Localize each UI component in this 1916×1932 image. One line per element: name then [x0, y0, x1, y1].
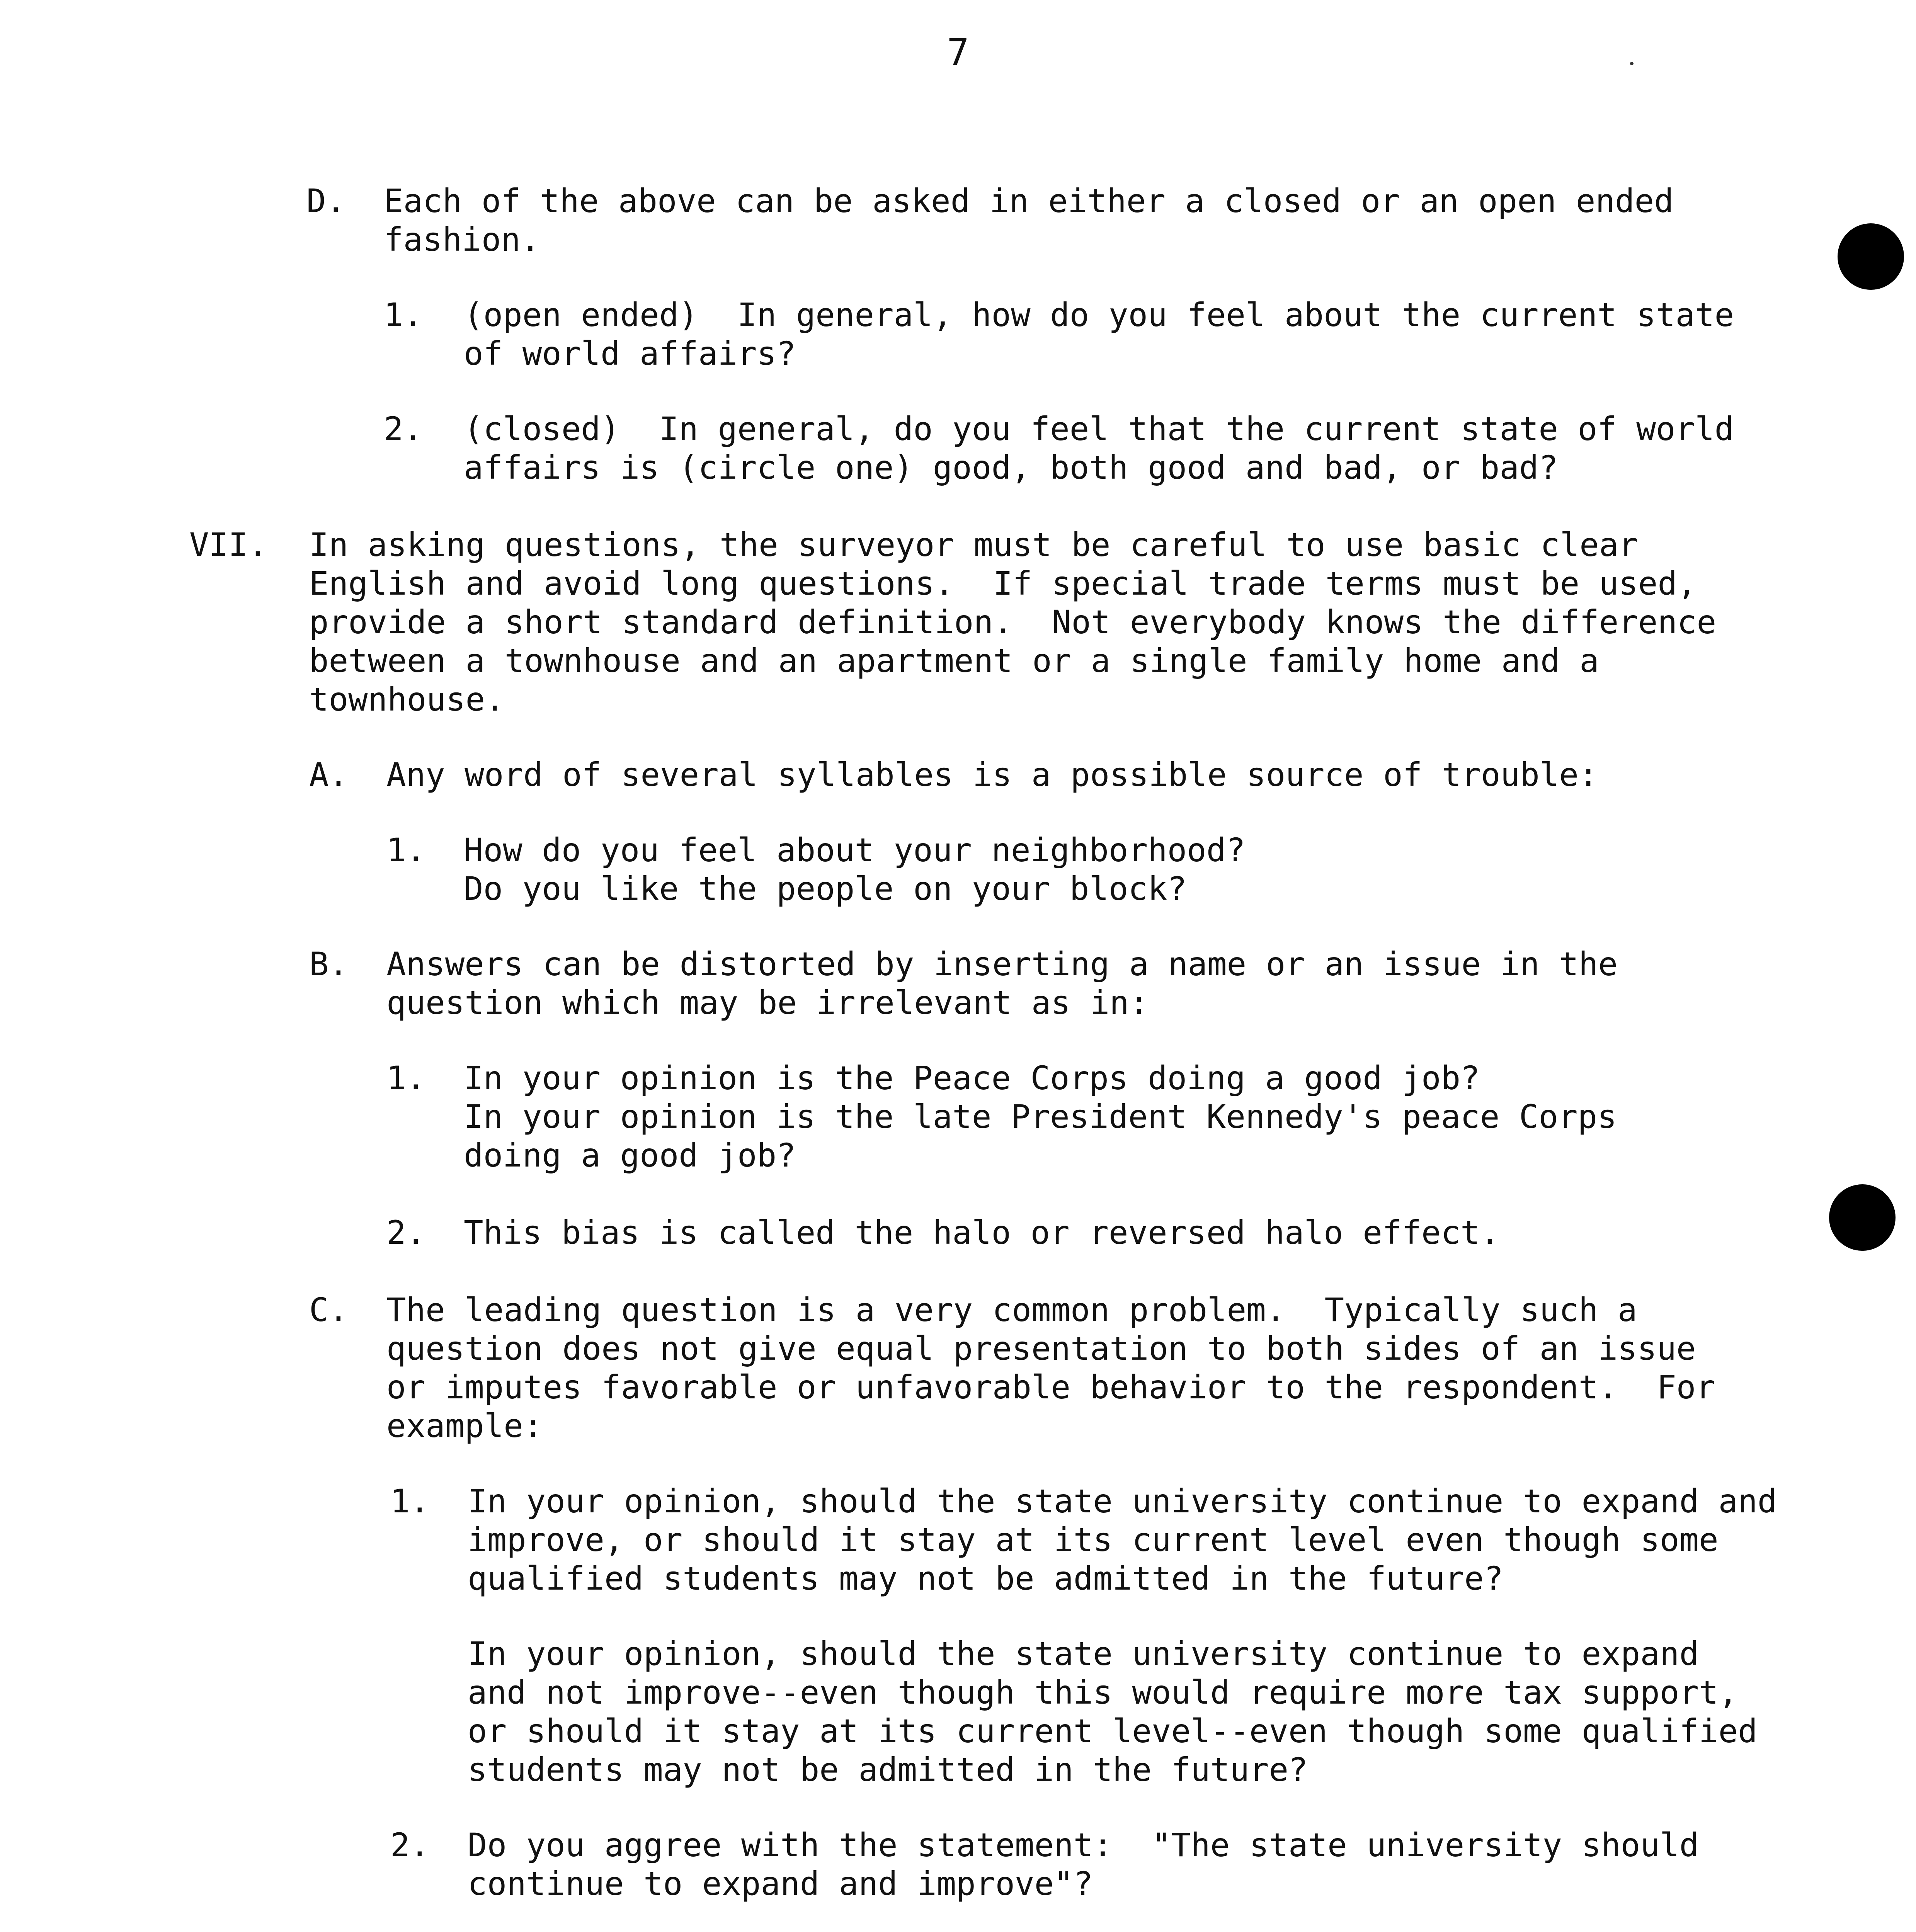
item-label: 1. — [386, 831, 426, 869]
text-line: Any word of several syllables is a possible source of trouble: — [386, 756, 1598, 794]
item-label: A. — [309, 756, 349, 794]
item-label: 1. — [386, 1059, 426, 1097]
item-label: B. — [309, 945, 349, 983]
text-line: Do you like the people on your block? — [464, 870, 1187, 908]
item-label: 2. — [386, 1214, 426, 1252]
item-label: VII. — [189, 526, 268, 564]
text-line: (open ended) In general, how do you feel about the current state — [464, 296, 1734, 334]
punch-hole-top — [1838, 223, 1904, 290]
text-line: question does not give equal presentation to both sides of an issue — [386, 1330, 1696, 1367]
text-line: improve, or should it stay at its current level even though some — [468, 1521, 1719, 1559]
paragraph — [464, 1213, 1499, 1252]
item-label: D. — [306, 182, 346, 220]
text-line: In your opinion, should the state university continue to expand and — [468, 1482, 1777, 1520]
text-line: Do you aggree with the statement: "The state university should — [468, 1826, 1699, 1864]
text-line: example: — [386, 1407, 543, 1445]
punch-hole-middle — [1829, 1184, 1896, 1251]
scan-speck — [1630, 62, 1634, 65]
paragraph — [386, 755, 1598, 794]
text-line: and not improve--even though this would require more tax support, — [468, 1673, 1738, 1711]
page-number: 7 — [947, 31, 969, 74]
paragraph — [468, 1634, 1758, 1789]
item-label: 1. — [384, 296, 423, 334]
text-line: In your opinion is the late President Kennedy's peace Corps — [464, 1098, 1617, 1136]
text-line: qualified students may not be admitted in the future? — [468, 1560, 1504, 1597]
text-line: Each of the above can be asked in either a closed or an open ended — [384, 182, 1674, 220]
text-line: between a townhouse and an apartment or a single family home and a — [309, 642, 1599, 680]
text-line: students may not be admitted in the future? — [468, 1751, 1308, 1789]
text-line: doing a good job? — [464, 1136, 796, 1174]
text-line: In asking questions, the surveyor must be careful to use basic clear — [309, 526, 1638, 564]
paragraph — [464, 1059, 1617, 1175]
text-line: townhouse. — [309, 680, 505, 718]
paragraph — [468, 1482, 1777, 1598]
text-line: or imputes favorable or unfavorable behavior to the respondent. For — [386, 1368, 1715, 1406]
paragraph — [468, 1826, 1699, 1903]
text-line: The leading question is a very common problem. Typically such a — [386, 1291, 1637, 1329]
text-line: In your opinion, should the state university continue to expand — [468, 1635, 1699, 1673]
text-line: How do you feel about your neighborhood? — [464, 831, 1246, 869]
item-label: 2. — [384, 410, 423, 448]
paragraph — [384, 182, 1674, 259]
item-label: C. — [309, 1291, 349, 1329]
paragraph — [309, 526, 1716, 719]
text-line: fashion. — [384, 221, 540, 259]
text-line: provide a short standard definition. Not everybody knows the difference — [309, 603, 1717, 641]
item-label: 2. — [390, 1826, 430, 1864]
text-line: English and avoid long questions. If special trade terms must be used, — [309, 565, 1697, 602]
text-line: In your opinion is the Peace Corps doing a good job? — [464, 1059, 1480, 1097]
paragraph — [464, 831, 1246, 908]
item-label: 1. — [390, 1482, 430, 1520]
text-line: continue to expand and improve"? — [468, 1865, 1093, 1903]
paragraph — [386, 945, 1618, 1022]
paragraph — [464, 410, 1734, 487]
text-line: (closed) In general, do you feel that the current state of world — [464, 410, 1734, 448]
paragraph — [386, 1291, 1715, 1445]
text-line: or should it stay at its current level--even though some qualified — [468, 1712, 1758, 1750]
text-line: question which may be irrelevant as in: — [386, 984, 1149, 1022]
text-line: affairs is (circle one) good, both good and bad, or bad? — [464, 449, 1559, 486]
text-line: Answers can be distorted by inserting a name or an issue in the — [386, 945, 1618, 983]
text-line: of world affairs? — [464, 335, 796, 372]
text-line: This bias is called the halo or reversed halo effect. — [464, 1214, 1500, 1252]
paragraph — [464, 296, 1734, 373]
